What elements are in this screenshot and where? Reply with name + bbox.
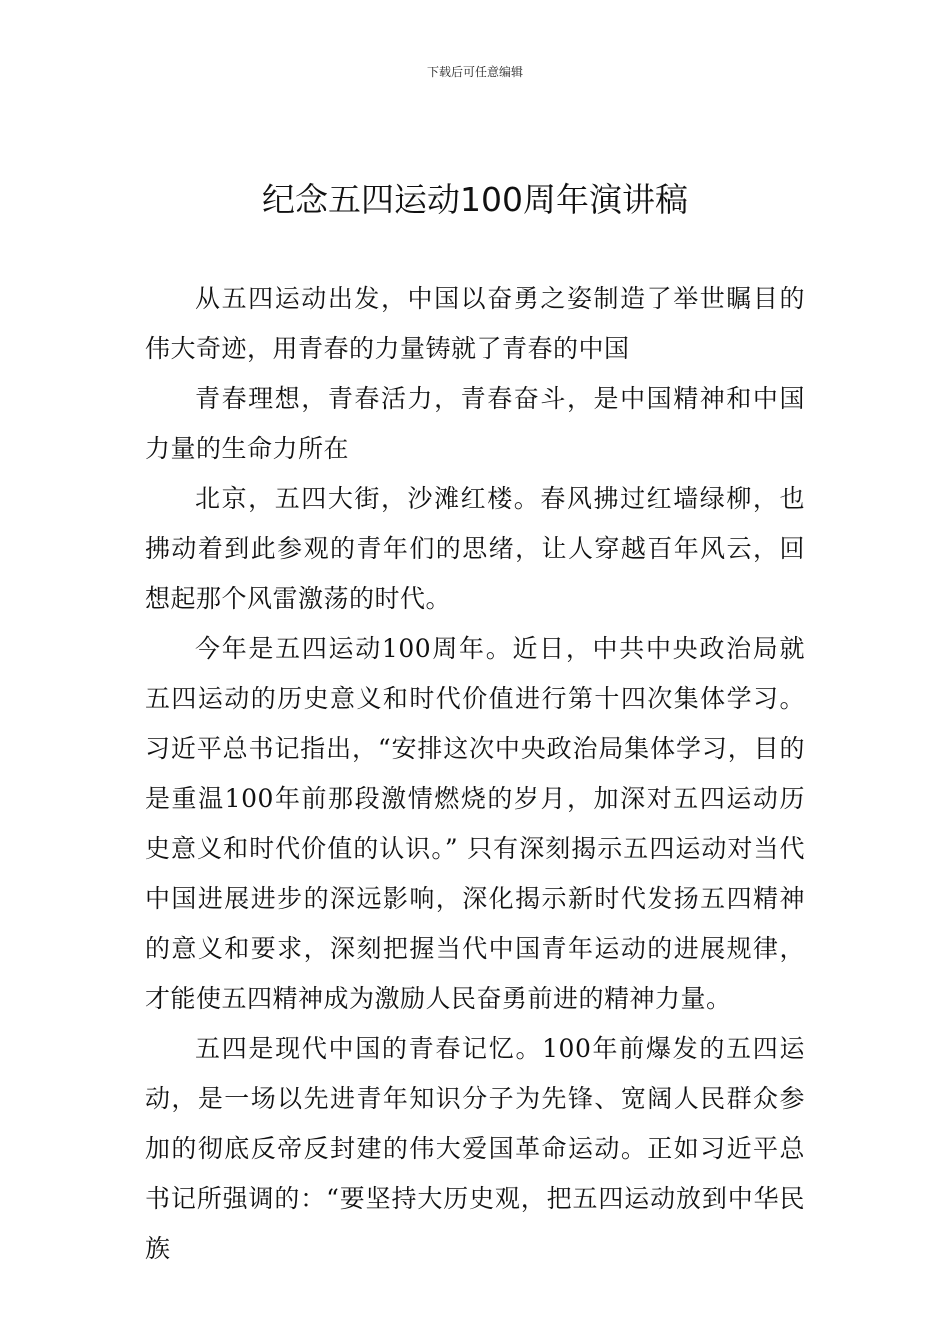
page-header: 下载后可任意编辑 bbox=[426, 65, 523, 79]
paragraph-5: 五四是现代中国的青春记忆。100年前爆发的五四运动，是一场以先进青年知识分子为先锋、宽阔人民群众参加的彻底反帝反封建的伟大爱国革命运动。正如习近平总书记所强调的：“要坚持大历史观，把五四运动放到中华民族 bbox=[145, 1034, 805, 1263]
paragraph-1: 从五四运动出发，中国以奋勇之姿制造了举世瞩目的伟大奇迹，用青春的力量铸就了青春的中国 bbox=[145, 284, 805, 363]
document-title: 纪念五四运动100周年演讲稿 bbox=[262, 180, 688, 219]
document-body bbox=[145, 274, 805, 1274]
paragraph-4: 今年是五四运动100周年。近日，中共中央政治局就五四运动的历史意义和时代价值进行第十四次集体学习。习近平总书记指出，“安排这次中央政治局集体学习，目的是重温100年前那段激情燃烧的岁月，加深对五四运动历史意义和时代价值的认识。” 只有深刻揭示五四运动对当代中国进展进步的深远影响，深化揭示新时代发扬五四精神的意义和要求，深刻把握当代中国青年运动的进展规律，才能使五四精神成为激励人民奋勇前进的精神力量。 bbox=[145, 634, 805, 1013]
paragraph-2: 青春理想，青春活力，青春奋斗，是中国精神和中国力量的生命力所在 bbox=[145, 384, 805, 463]
paragraph-3: 北京，五四大街，沙滩红楼。春风拂过红墙绿柳，也拂动着到此参观的青年们的思绪，让人穿越百年风云，回想起那个风雷激荡的时代。 bbox=[145, 484, 805, 613]
